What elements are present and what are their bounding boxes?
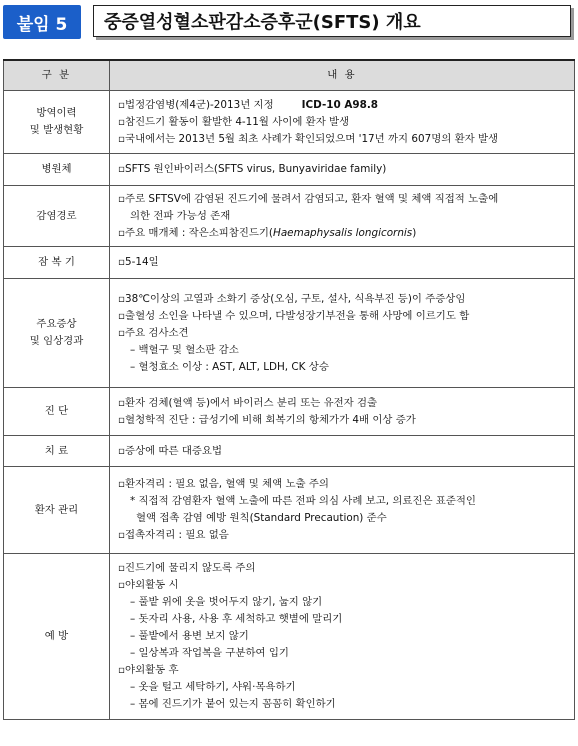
table-row — [4, 388, 575, 436]
content-line: ▫주로 SFTSV에 감염된 진드기에 물려서 감염되고, 환자 혈액 및 체액 직접적 노출에 — [118, 192, 499, 205]
page-title: 중증열성혈소판감소증후군(SFTS) 개요 — [93, 5, 571, 37]
table-row — [4, 154, 575, 186]
header — [3, 5, 575, 39]
row-value-treatment — [110, 436, 575, 467]
content-text: ) — [412, 226, 417, 239]
row-key-treatment: 치 료 — [4, 436, 110, 467]
content-line: – 풀밭 위에 옷을 벗어두지 않기, 눕지 않기 — [130, 596, 323, 608]
content-line: 혈액 접촉 감염 예방 원칙(Standard Precaution) 준수 — [136, 512, 387, 524]
content-line: ▫혈청학적 진단 : 급성기에 비해 회복기의 항체가가 4배 이상 증가 — [118, 413, 416, 426]
content-line: ▫참진드기 활동이 활발한 4-11월 사이에 환자 발생 — [118, 115, 350, 128]
content-line — [118, 97, 568, 114]
row-key-prevention: 예 방 — [4, 554, 110, 720]
content-line: ▫접촉자격리 : 필요 없음 — [118, 529, 229, 541]
row-key-patient-management: 환자 관리 — [4, 467, 110, 554]
row-value-route — [110, 186, 575, 247]
content-line: ▫SFTS 원인바이러스(SFTS virus, Bunyaviridae family) — [118, 163, 387, 175]
content-line: – 일상복과 작업복을 구분하여 입기 — [130, 647, 289, 659]
row-value-pathogen — [110, 154, 575, 186]
content-line: ▫국내에서는 2013년 5월 최초 사례가 확인되었으며 '17년 까지 607명의 환자 발생 — [118, 132, 499, 145]
content-line: ▫출혈성 소인을 나타낼 수 있으며, 다발성장기부전을 통해 사망에 이르기도 함 — [118, 309, 470, 322]
attachment-tag: 붙임 5 — [3, 5, 81, 39]
row-key-pathogen: 병원체 — [4, 154, 110, 186]
row-value-patient-management — [110, 467, 575, 554]
content-text: ▫주요 매개체 : 작은소피참진드기( — [118, 226, 273, 239]
table-row — [4, 91, 575, 154]
content-line: ▫환자격리 : 필요 없음, 혈액 및 체액 노출 주의 — [118, 478, 329, 490]
content-line: * 직접적 감염환자 혈액 노출에 따른 전파 의심 사례 보고, 의료진은 표준적인 — [130, 495, 476, 507]
table-row — [4, 247, 575, 279]
icd-code: ICD-10 A98.8 — [301, 98, 379, 111]
species-name: Haemaphysalis longicornis — [273, 226, 413, 239]
row-key-line: 및 발생현황 — [29, 124, 84, 136]
row-key-incubation: 잠 복 기 — [4, 247, 110, 279]
column-header-category: 구 분 — [4, 60, 110, 91]
content-line: ▫야외활동 시 — [118, 579, 179, 591]
table-row — [4, 279, 575, 388]
row-value-diagnosis — [110, 388, 575, 436]
row-key-line: 및 임상경과 — [29, 335, 84, 347]
content-line — [118, 225, 568, 242]
content-line: 의한 전파 가능성 존재 — [130, 209, 231, 222]
content-line: ▫38℃이상의 고열과 소화기 증상(오심, 구토, 설사, 식욕부진 등)이 주증상임 — [118, 292, 466, 305]
content-line: – 백혈구 및 혈소판 감소 — [130, 343, 239, 356]
column-header-content: 내 용 — [110, 60, 575, 91]
content-line: – 풀밭에서 용변 보지 않기 — [130, 630, 249, 642]
content-line: ▫주요 검사소견 — [118, 326, 189, 339]
content-line: ▫환자 검체(혈액 등)에서 바이러스 분리 또는 유전자 검출 — [118, 396, 378, 409]
row-key-history — [4, 91, 110, 154]
row-key-symptoms — [4, 279, 110, 388]
row-key-line: 주요증상 — [36, 318, 77, 330]
row-value-prevention — [110, 554, 575, 720]
row-key-line: 방역이력 — [36, 107, 77, 119]
content-line: – 몸에 진드기가 붙어 있는지 꼼꼼히 확인하기 — [130, 698, 336, 710]
row-key-diagnosis: 진 단 — [4, 388, 110, 436]
content-line: – 돗자리 사용, 사용 후 세척하고 햇볕에 말리기 — [130, 613, 343, 625]
table-row — [4, 554, 575, 720]
row-value-incubation — [110, 247, 575, 279]
content-line: – 옷을 털고 세탁하기, 샤워·목욕하기 — [130, 681, 296, 693]
row-value-history — [110, 91, 575, 154]
content-line: ▫5-14일 — [118, 256, 159, 268]
content-line: – 혈청효소 이상 : AST, ALT, LDH, CK 상승 — [130, 360, 329, 373]
table-row — [4, 467, 575, 554]
row-key-route: 감염경로 — [4, 186, 110, 247]
table-row — [4, 436, 575, 467]
sfts-overview-table — [3, 59, 575, 720]
row-value-symptoms — [110, 279, 575, 388]
content-line: ▫야외활동 후 — [118, 664, 179, 676]
content-text: ▫법정감염병(제4군)-2013년 지정 — [118, 98, 274, 111]
table-row — [4, 186, 575, 247]
content-line: ▫진드기에 물리지 않도록 주의 — [118, 562, 256, 574]
table-header-row — [4, 60, 575, 91]
content-line: ▫증상에 따른 대증요법 — [118, 444, 222, 457]
